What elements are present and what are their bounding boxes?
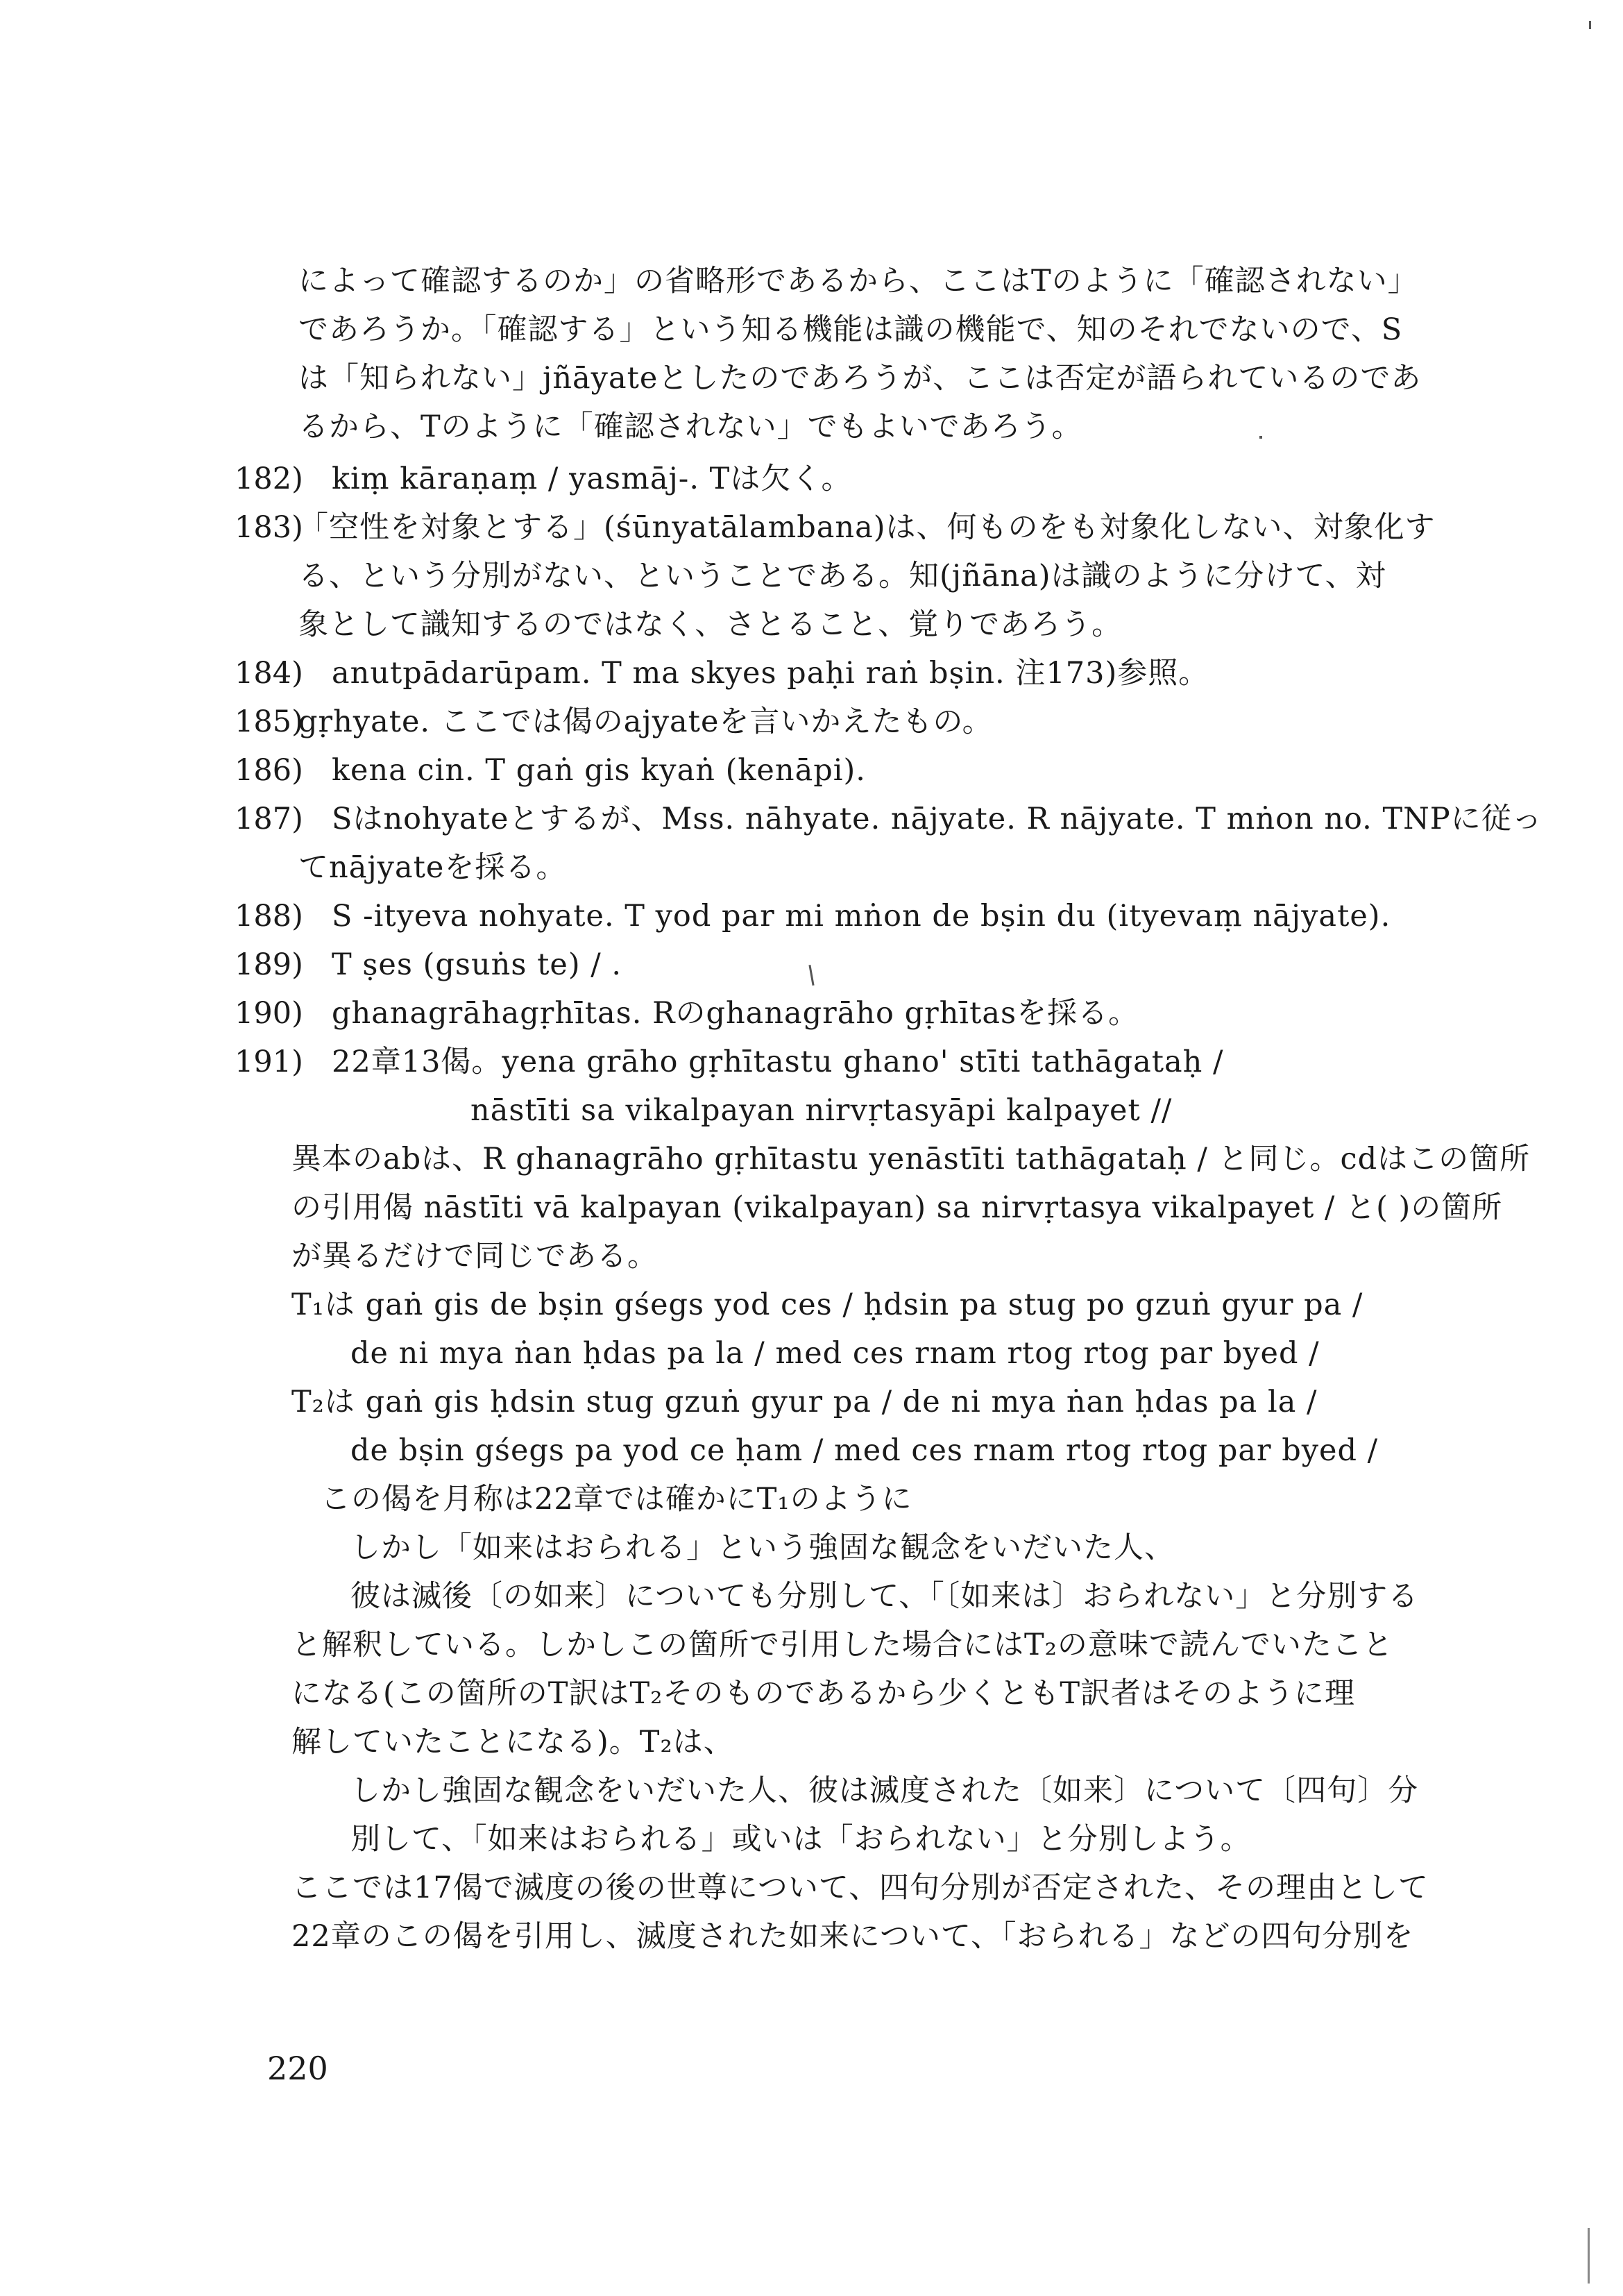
body-line-6: T₂は gaṅ gis ḥdsin stug gzuṅ gyur pa / de ni mya ṅan ḥdas pa la / <box>291 1385 1318 1419</box>
note-number-183: 183) <box>235 510 303 545</box>
scan-speck <box>808 965 814 986</box>
body-line-9: しかし「如来はおられる」という強固な観念をいだいた人、 <box>350 1530 1175 1565</box>
body-line-17: 22章のこの偈を引用し、滅度された如来について、「おられる」などの四句分別を <box>291 1919 1414 1954</box>
note-183-line-3: 象として識知するのではなく、さとること、覚りであろう。 <box>298 607 1123 642</box>
body-line-15: 別して、「如来はおられる」或いは「おられない」と分別しよう。 <box>350 1822 1251 1857</box>
note-number-189: 189) <box>235 947 303 982</box>
note-182-line-1: kiṃ kāraṇaṃ / yasmāj-. Tは欠く。 <box>332 462 852 496</box>
note-number-191: 191) <box>235 1045 303 1079</box>
note-number-182: 182) <box>235 462 303 496</box>
body-line-16: ここでは17偈で滅度の後の世尊について、四句分別が否定された、その理由として <box>291 1871 1429 1905</box>
note-number-186: 186) <box>235 753 303 788</box>
continuation-line-2: であろうか。「確認する」という知る機能は識の機能で、知のそれでないので、S <box>298 312 1403 347</box>
note-183-line-2: る、という分別がない、ということである。知(jñāna)は識のように分けて、対 <box>298 559 1386 593</box>
note-number-187: 187) <box>235 802 303 836</box>
note-number-184: 184) <box>235 656 303 691</box>
note-number-185: 185) <box>235 704 303 739</box>
note-number-190: 190) <box>235 996 303 1031</box>
body-line-11: と解釈している。しかしこの箇所で引用した場合にはT₂の意味で読んでいたこと <box>291 1628 1393 1662</box>
note-189-line-1: T ṣes (gsuṅs te) / . <box>332 947 622 982</box>
body-line-8: この偈を月称は22章では確かにT₁のように <box>321 1482 912 1517</box>
continuation-line-3: は「知られない」jñāyateとしたのであろうが、ここは否定が語られているのであ <box>298 361 1422 396</box>
note-number-188: 188) <box>235 899 303 934</box>
body-line-3: が異るだけで同じである。 <box>291 1239 658 1274</box>
continuation-line-1: によって確認するのか」の省略形であるから、ここはTのように「確認されない」 <box>298 264 1418 298</box>
note-190-line-1: ghanagrāhagṛhītas. Rのghanagrāho gṛhītasを採る。 <box>332 996 1139 1031</box>
scan-speck <box>1589 21 1591 29</box>
body-line-7: de bṣin gśegs pa yod ce ḥam / med ces rnam rtog rtog par byed / <box>350 1433 1379 1468</box>
note-188-line-1: S -ityeva nohyate. T yod par mi mṅon de bṣin du (ityevaṃ nājyate). <box>332 899 1391 934</box>
continuation-line-4: るから、Tのように「確認されない」でもよいであろう。 <box>298 410 1082 444</box>
note-183-line-1: 「空性を対象とする」(śūnyatālambana)は、何ものをも対象化しない、対象化す <box>298 510 1436 545</box>
body-line-2: の引用偈 nāstīti vā kalpayan (vikalpayan) sa nirvṛtasya vikalpayet / と( )の箇所 <box>291 1190 1503 1225</box>
note-185-line-1: gṛhyate. ここでは偈のajyateを言いかえたもの。 <box>298 704 993 739</box>
body-line-14: しかし強固な観念をいだいた人、彼は滅度された〔如来〕について〔四句〕分 <box>350 1773 1419 1808</box>
body-line-13: 解していたことになる)。T₂は、 <box>291 1725 734 1759</box>
note-187-line-2: てnājyateを採る。 <box>298 850 567 885</box>
note-191-line-2: nāstīti sa vikalpayan nirvṛtasyāpi kalpayet // <box>470 1093 1173 1128</box>
note-184-line-1: anutpādarūpam. T ma skyes paḥi raṅ bṣin. 注173)参照。 <box>332 656 1209 691</box>
scan-edge-mark <box>1588 2228 1590 2284</box>
body-line-12: になる(この箇所のT訳はT₂そのものであるから少くともT訳者はそのように理 <box>291 1676 1356 1711</box>
note-191-line-1: 22章13偈。yena grāho gṛhītastu ghano' stīti tathāgataḥ / <box>332 1045 1224 1079</box>
page-number: 220 <box>267 2050 328 2087</box>
note-186-line-1: kena cin. T gaṅ gis kyaṅ (kenāpi). <box>332 753 866 788</box>
body-line-10: 彼は滅後〔の如来〕についても分別して、「〔如来は〕おられない」と分別する <box>350 1579 1419 1614</box>
note-187-line-1: Sはnohyateとするが、Mss. nāhyate. nājyate. R nājyate. T mṅon no. TNPに従っ <box>332 802 1543 836</box>
scan-speck <box>1259 436 1262 439</box>
body-line-1: 異本のabは、R ghanagrāho gṛhītastu yenāstīti tathāgataḥ / と同じ。cdはこの箇所 <box>291 1142 1531 1176</box>
body-line-5: de ni mya ṅan ḥdas pa la / med ces rnam rtog rtog par byed / <box>350 1336 1320 1371</box>
body-line-4: T₁は gaṅ gis de bṣin gśegs yod ces / ḥdsin pa stug po gzuṅ gyur pa / <box>291 1288 1363 1322</box>
